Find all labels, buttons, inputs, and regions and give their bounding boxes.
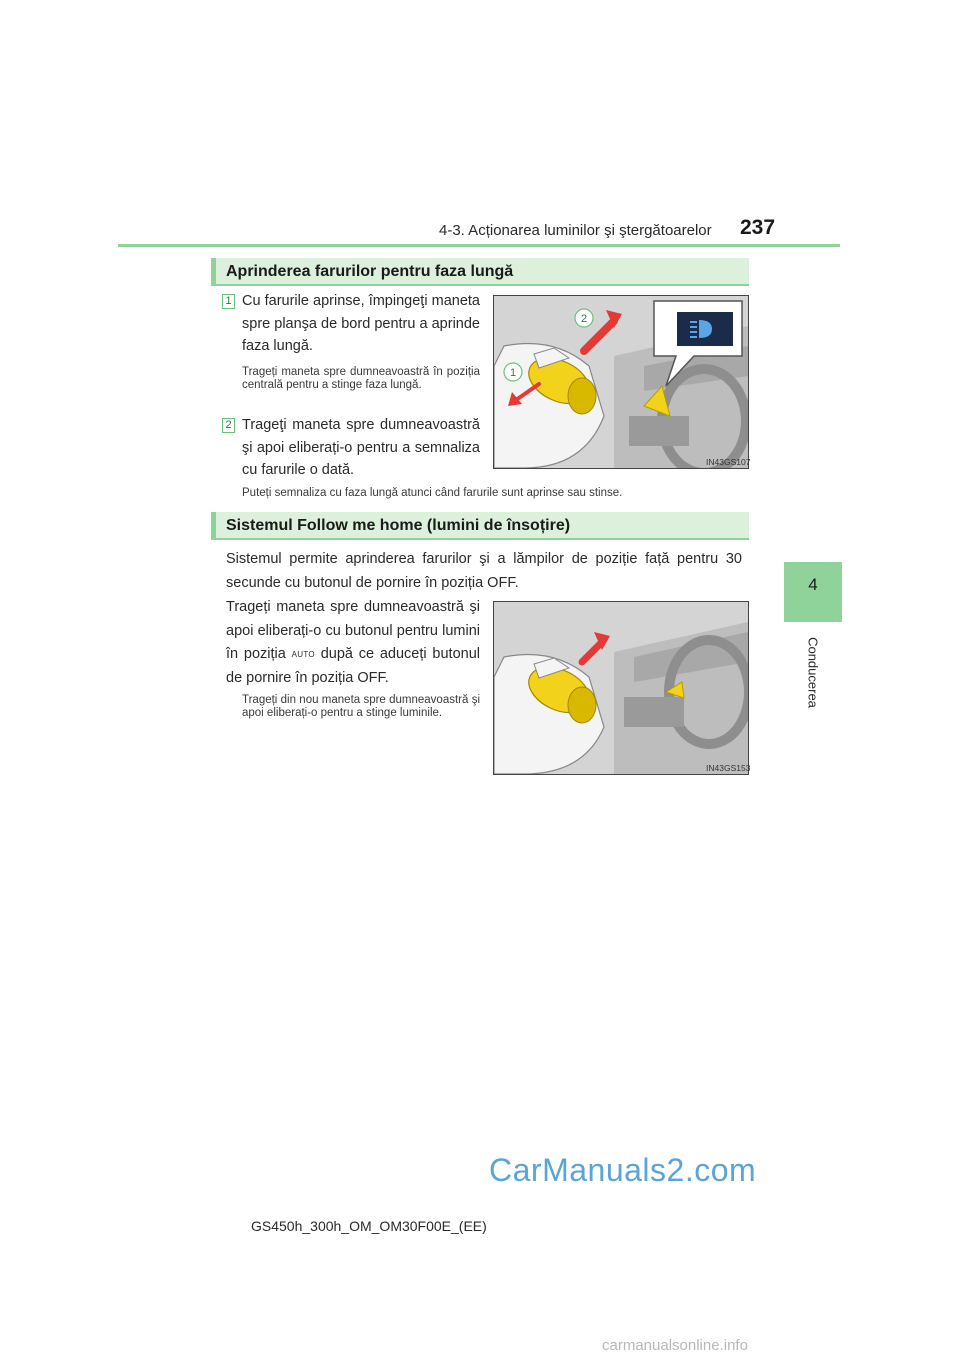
section-title-follow-me-home: Sistemul Follow me home (lumini de însoțire) [226, 517, 571, 534]
chapter-label: Conducerea [805, 637, 821, 708]
figure-high-beam-lever [493, 295, 749, 469]
figure-callout-2: 2 [580, 313, 588, 325]
page-number: 237 [740, 216, 776, 239]
high-beam-note: Puteți semnaliza cu faza lungă atunci când farurile sunt aprinse sau stinse. [242, 487, 623, 499]
step2-text: Trageţi maneta spre dumneavoastră şi apoi eliberați-o pentru a semnaliza cu farurile o dată. [242, 417, 480, 478]
follow-me-home-intro: Sistemul permite aprinderea farurilor şi a lămpilor de poziție față pentru 30 secunde cu butonul de pornire în poziția OFF. [226, 551, 742, 591]
auto-position-icon: AUTO [291, 650, 315, 659]
watermark-footer-site: carmanualsonline.info [602, 1337, 748, 1354]
step-marker-2: 2 [222, 418, 235, 433]
figure-follow-me-home-lever [493, 601, 749, 775]
watermark-brand: CarManuals2.com [489, 1152, 757, 1188]
figure1-code: IN43GS107 [706, 457, 751, 467]
header-title: 4-3. Acționarea luminilor şi ştergătoarelor [439, 222, 712, 239]
instruction-part-a: Trageți maneta spre dumneavoastră şi apoi eliberați-o cu butonul pentru lumini în poziția [226, 599, 480, 662]
follow-me-home-instruction [226, 596, 480, 690]
document-code: GS450h_300h_OM_OM30F00E_(EE) [251, 1218, 487, 1234]
chapter-number: 4 [808, 575, 818, 594]
step1-text: Cu farurile aprinse, împingeţi maneta spre planşa de bord pentru a aprinde faza lungă. [242, 293, 480, 354]
figure2-code: IN43GS153 [706, 763, 751, 773]
figure-callout-1: 1 [509, 367, 517, 379]
header-rule [118, 244, 840, 247]
section-title-high-beam: Aprinderea farurilor pentru faza lungă [226, 263, 514, 280]
step1-note: Trageți maneta spre dumneavoastră în poziția centrală pentru a stinge faza lungă. [242, 366, 480, 391]
instruction-part-b: după ce aduceți butonul de pornire în poziția OFF. [226, 646, 480, 686]
follow-me-home-note: Trageți din nou maneta spre dumneavoastră şi apoi eliberați-o pentru a stinge luminile. [242, 694, 480, 719]
step-marker-1: 1 [222, 294, 235, 309]
